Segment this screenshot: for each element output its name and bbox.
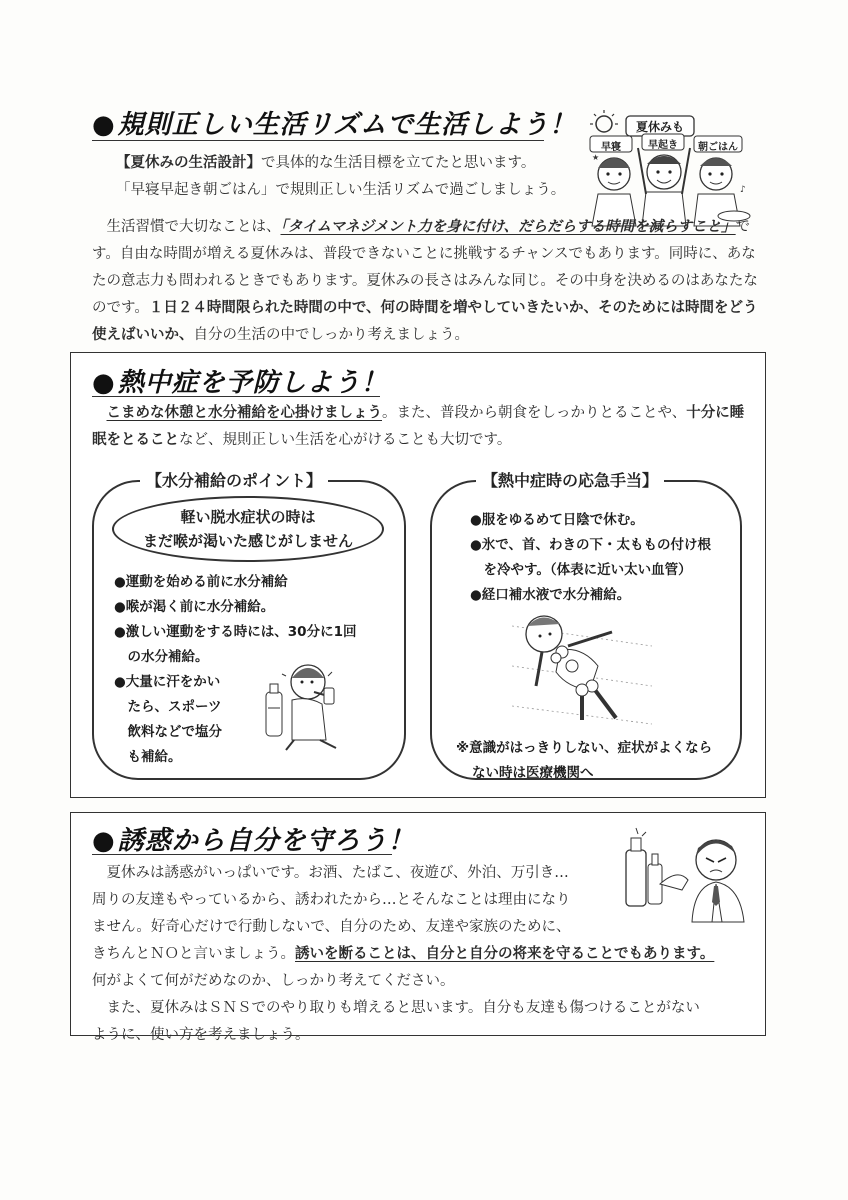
title-underline: [92, 854, 392, 855]
list-item: ●激しい運動をする時には、30分に1回: [114, 624, 357, 640]
dehydration-ellipse: [112, 496, 384, 562]
list-item: ●氷で、首、わきの下・太ももの付け根: [470, 537, 712, 553]
sleep-emphasis: 十分に睡眠をとること: [92, 405, 745, 448]
body-line: 何がよくて何がだめなのか、しっかり考えてください。: [92, 973, 455, 989]
resting-person-illustration: [512, 606, 652, 730]
list-item: ●運動を始める前に水分補給: [114, 574, 288, 590]
plan-label: 【夏休みの生活設計】: [116, 155, 261, 171]
list-item: ●大量に汗をかい: [114, 674, 221, 690]
title-underline: [92, 396, 380, 397]
hydration-points-title: 【水分補給のポイント】: [140, 468, 328, 491]
hydration-emphasis: こまめな休憩と水分補給を心掛けましょう: [106, 405, 382, 421]
list-item: ●喉が渇く前に水分補給。: [114, 599, 275, 615]
svg-text:♪: ♪: [740, 185, 746, 195]
label-early-rise: 早起き: [648, 140, 678, 151]
illustration-banner: 夏休みも: [635, 120, 684, 134]
list-item: ●経口補水液で水分補給。: [470, 587, 631, 603]
note-line1: ※意識がはっきりしない、症状がよくなら: [456, 740, 713, 756]
refusal-emphasis: 誘いを断ることは、自分と自分の将来を守ることでもあります。: [295, 946, 715, 962]
bullet: ●: [92, 368, 116, 398]
title-underline: [92, 140, 544, 141]
list-item: たら、スポーツ: [114, 699, 222, 715]
list-item: の水分補給。: [114, 649, 209, 665]
section2-title: ●熱中症を予防しよう！: [92, 368, 388, 398]
body-line: ように、使い方を考えましょう。: [92, 1027, 310, 1043]
body-line: 周りの友達もやっているから、誘われたから…とそんなことは理由になり: [92, 892, 571, 908]
section2-intro: こまめな休憩と水分補給を心掛けましょう。また、普段から朝食をしっかりとることや、十分に睡眠をとることなど、規則正しい生活を心がけることも大切です。: [92, 405, 745, 448]
time-management-emphasis: 「タイムマネジメント力を身に付け、だらだらする時間を減らすこと」: [280, 219, 736, 235]
section3-body: 夏休みは誘惑がいっぱいです。お酒、たばこ、夜遊び、外泊、万引き… 周りの友達もやっているから、誘われたから…とそんなことは理由になり ません。好奇心だけで行動しないで、自分のため、友達や家族のために、 きちんとＮＯと言いましょう。誘いを断ることは、自分と自分の将来を守ることでもあります。 何がよくて何がだめなのか、しっかり考えてください。 また、夏休みはＳＮＳでのやり取りも増えると思います。自分も友達も傷つけることがない ように、使い方を考えましょう。: [92, 860, 758, 1049]
list-item: を冷やす。（体表に近い太い血管）: [470, 562, 692, 578]
list-item: も補給。: [114, 749, 182, 765]
section1-title: ●規則正しい生活リズムで生活しよう！: [92, 110, 577, 140]
label-early-sleep: 早寝: [601, 142, 621, 153]
lying-person-icon: [512, 606, 652, 726]
first-aid-title: 【熱中症時の応急手当】: [476, 468, 664, 491]
first-aid-list: [470, 508, 736, 608]
note-line2: ない時は医療機関へ: [472, 765, 594, 781]
body-line: また、夏休みはＳＮＳでのやり取りも増えると思います。自分も友達も傷つけることがない: [106, 1000, 700, 1016]
drinking-child-illustration: [262, 652, 352, 756]
hydration-list: [114, 570, 394, 770]
medical-note: [456, 736, 746, 786]
body-line: ません。好奇心だけで行動しないで、自分のため、友達や家族のために、: [92, 919, 571, 935]
lifestyle-illustration: [584, 108, 754, 228]
child-drinking-icon: [262, 652, 352, 752]
list-item: 飲料などで塩分: [114, 724, 222, 740]
body-line: 夏休みは誘惑がいっぱいです。お酒、たばこ、夜遊び、外泊、万引き…: [106, 865, 569, 881]
intro-line2: 「早寝早起き朝ごはん」で規則正しい生活リズムで過ごしましょう。: [116, 182, 566, 198]
section1-intro: 【夏休みの生活設計】で具体的な生活目標を立てたと思います。 「早寝早起き朝ごはん」で規則正しい生活リズムで過ごしましょう。: [116, 150, 596, 204]
bullet: ●: [92, 110, 116, 140]
list-item: ●服をゆるめて日陰で休む。: [470, 512, 644, 528]
svg-text:★: ★: [592, 153, 600, 162]
section3-title: ●誘惑から自分を守ろう！: [92, 826, 415, 856]
ellipse-line2: まだ喉が渇いた感じがしません: [142, 532, 353, 550]
section1-body: 生活習慣で大切なことは、「タイムマネジメント力を身に付け、だらだらする時間を減らすこと」です。自由な時間が増える夏休みは、普段できないことに挑戦するチャンスでもあります。同時に、あなたの意志力も問われるときでもあります。夏休みの長さはみんな同じ。その中身を決めるのはあなたなのです。１日２４時間限られた時間の中で、何の時間を増やしていきたいか、そのためには時間をどう使えばいいか、自分の生活の中でしっかり考えましょう。: [92, 219, 758, 343]
ellipse-line1: 軽い脱水症状の時は: [180, 508, 316, 526]
bullet: ●: [92, 826, 116, 856]
time-bold-text: １日２４時間限られた時間の中で、何の時間を増やしていきたいか、そのためには時間をどう使えばいいか、: [92, 300, 758, 343]
label-breakfast: 朝ごはん: [698, 142, 738, 153]
